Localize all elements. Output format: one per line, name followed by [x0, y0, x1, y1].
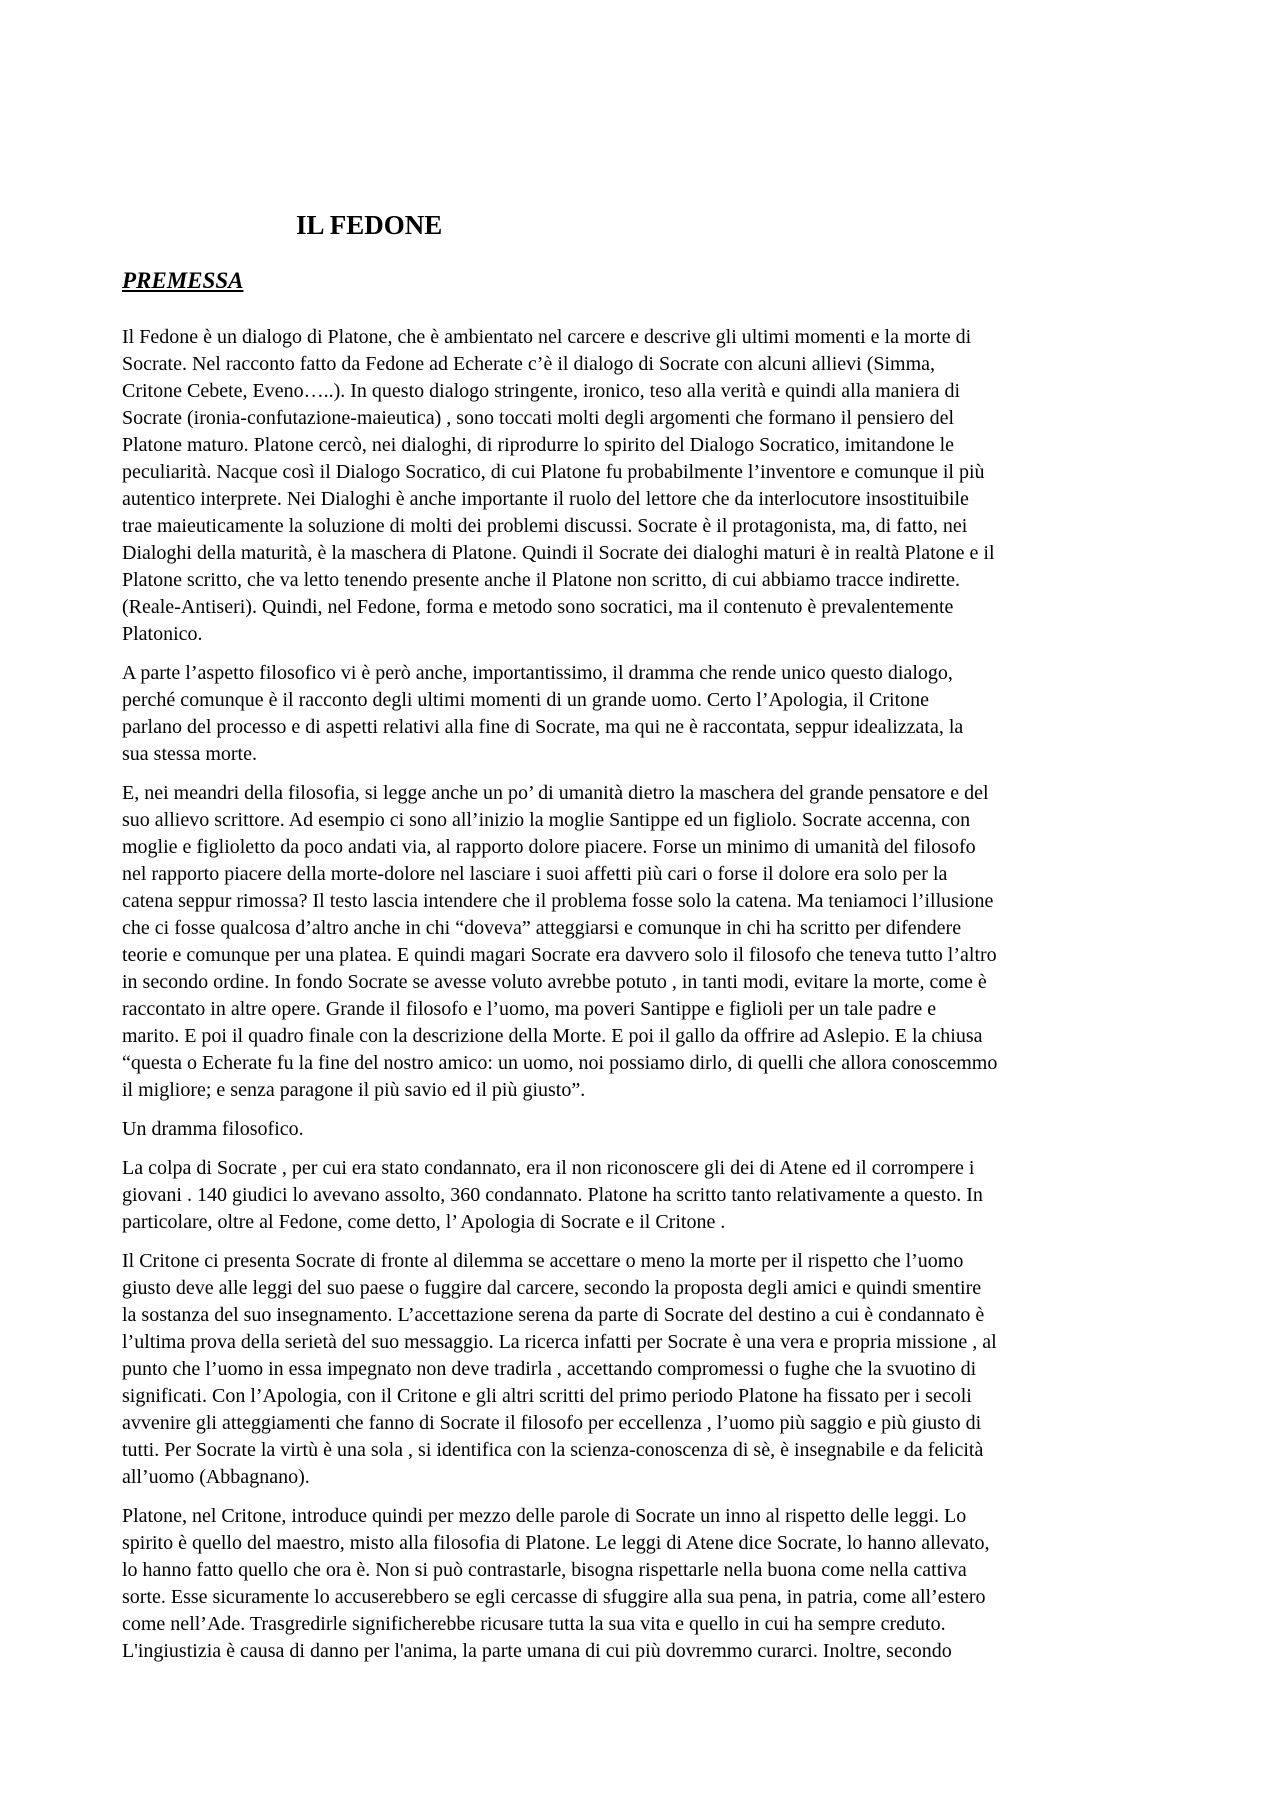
document-title: IL FEDONE	[296, 210, 443, 240]
section-heading-premessa: PREMESSA	[122, 268, 244, 293]
paragraph: Il Critone ci presenta Socrate di fronte al dilemma se accettare o meno la morte per il rispetto che l’uomo giusto deve alle leggi del suo paese o fuggire dal carcere, secondo la proposta degli amici e quindi smentire la sostanza del suo insegnamento. L’accettazione serena da parte di Socrate del destino a cui è condannato è l’ultima prova della serietà del suo messaggio. La ricerca infatti per Socrate è una vera e propria missione , al punto che l’uomo in essa impegnato non deve tradirla , accettando compromessi o fughe che la svuotino di significati. Con l’Apologia, con il Critone e gli altri scritti del primo periodo Platone ha fissato per i secoli avvenire gli atteggiamenti che fanno di Socrate il filosofo per eccellenza , l’uomo più saggio e più giusto di tutti. Per Socrate la virtù è una sola , si identifica con la scienza-conoscenza di sè, è insegnabile e da felicità all’uomo (Abbagnano).	[122, 1250, 997, 1488]
paragraph: Platone, nel Critone, introduce quindi per mezzo delle parole di Socrate un inno al rispetto delle leggi. Lo spirito è quello del maestro, misto alla filosofia di Platone. Le leggi di Atene dice Socrate, lo hanno allevato, lo hanno fatto quello che ora è. Non si può contrastarle, bisogna rispettarle nella buona come nella cattiva sorte. Esse sicuramente lo accuserebbero se egli cercasse di sfuggire alla sua pena, in patria, come all’estero come nell’Ade. Trasgredirle significherebbe ricusare tutta la sua vita e quello in cui ha sempre creduto. L'ingiustizia è causa di danno per l'anima, la parte umana di cui più dovremmo curarci. Inoltre, secondo	[122, 1505, 990, 1662]
document-body	[122, 324, 1172, 1677]
paragraph: Un dramma filosofico.	[122, 1118, 304, 1140]
paragraph: La colpa di Socrate , per cui era stato condannato, era il non riconoscere gli dei di Atene ed il corrompere i giovani . 140 giudici lo avevano assolto, 360 condannato. Platone ha scritto tanto relativamente a questo. In particolare, oltre al Fedone, come detto, l’ Apologia di Socrate e il Critone .	[122, 1157, 983, 1233]
paragraph: Il Fedone è un dialogo di Platone, che è ambientato nel carcere e descrive gli ultimi momenti e la morte di Socrate. Nel racconto fatto da Fedone ad Echerate c’è il dialogo di Socrate con alcuni allievi (Simma, Critone Cebete, Eveno…..). In questo dialogo stringente, ironico, teso alla verità e quindi alla maniera di Socrate (ironia-confutazione-maieutica) , sono toccati molti degli argomenti che formano il pensiero del Platone maturo. Platone cercò, nei dialoghi, di riprodurre lo spirito del Dialogo Socratico, imitandone le peculiarità. Nacque così il Dialogo Socratico, di cui Platone fu probabilmente l’inventore e comunque il più autentico interprete. Nei Dialoghi è anche importante il ruolo del lettore che da interlocutore insostituibile trae maieuticamente la soluzione di molti dei problemi discussi. Socrate è il protagonista, ma, di fatto, nei Dialoghi della maturità, è la maschera di Platone. Quindi il Socrate dei dialoghi maturi è in realtà Platone e il Platone scritto, che va letto tenendo presente anche il Platone non scritto, di cui abbiamo tracce indirette. (Reale-Antiseri). Quindi, nel Fedone, forma e metodo sono socratici, ma il contenuto è prevalentemente Platonico.	[122, 326, 995, 645]
paragraph: E, nei meandri della filosofia, si legge anche un po’ di umanità dietro la maschera del grande pensatore e del suo allievo scrittore. Ad esempio ci sono all’inizio la moglie Santippe ed un figliolo. Socrate accenna, con moglie e figlioletto da poco andati via, al rapporto dolore piacere. Forse un minimo di umanità del filosofo nel rapporto piacere della morte-dolore nel lasciare i suoi affetti più cari o forse il dolore era solo per la catena seppur rimossa? Il testo lascia intendere che il problema fosse solo la catena. Ma teniamoci l’illusione che ci fosse qualcosa d’altro anche in chi “doveva” atteggiarsi e comunque in chi ha scritto per difendere teorie e comunque per una platea. E quindi magari Socrate era davvero solo il filosofo che teneva tutto l’altro in secondo ordine. In fondo Socrate se avesse voluto avrebbe potuto , in tanti modi, evitare la morte, come è raccontato in altre opere. Grande il filosofo e l’uomo, ma poveri Santippe e figlioli per un tale padre e marito. E poi il quadro finale con la descrizione della Morte. E poi il gallo da offrire ad Aslepio. E la chiusa “questa o Echerate fu la fine del nostro amico: un uomo, noi possiamo dirlo, di quelli che allora conoscemmo il migliore; e senza paragone il più savio ed il più giusto”.	[122, 782, 998, 1101]
paragraph: A parte l’aspetto filosofico vi è però anche, importantissimo, il dramma che rende unico questo dialogo, perché comunque è il racconto degli ultimi momenti di un grande uomo. Certo l’Apologia, il Critone parlano del processo e di aspetti relativi alla fine di Socrate, ma qui ne è raccontata, seppur idealizzata, la sua stessa morte.	[122, 662, 964, 765]
